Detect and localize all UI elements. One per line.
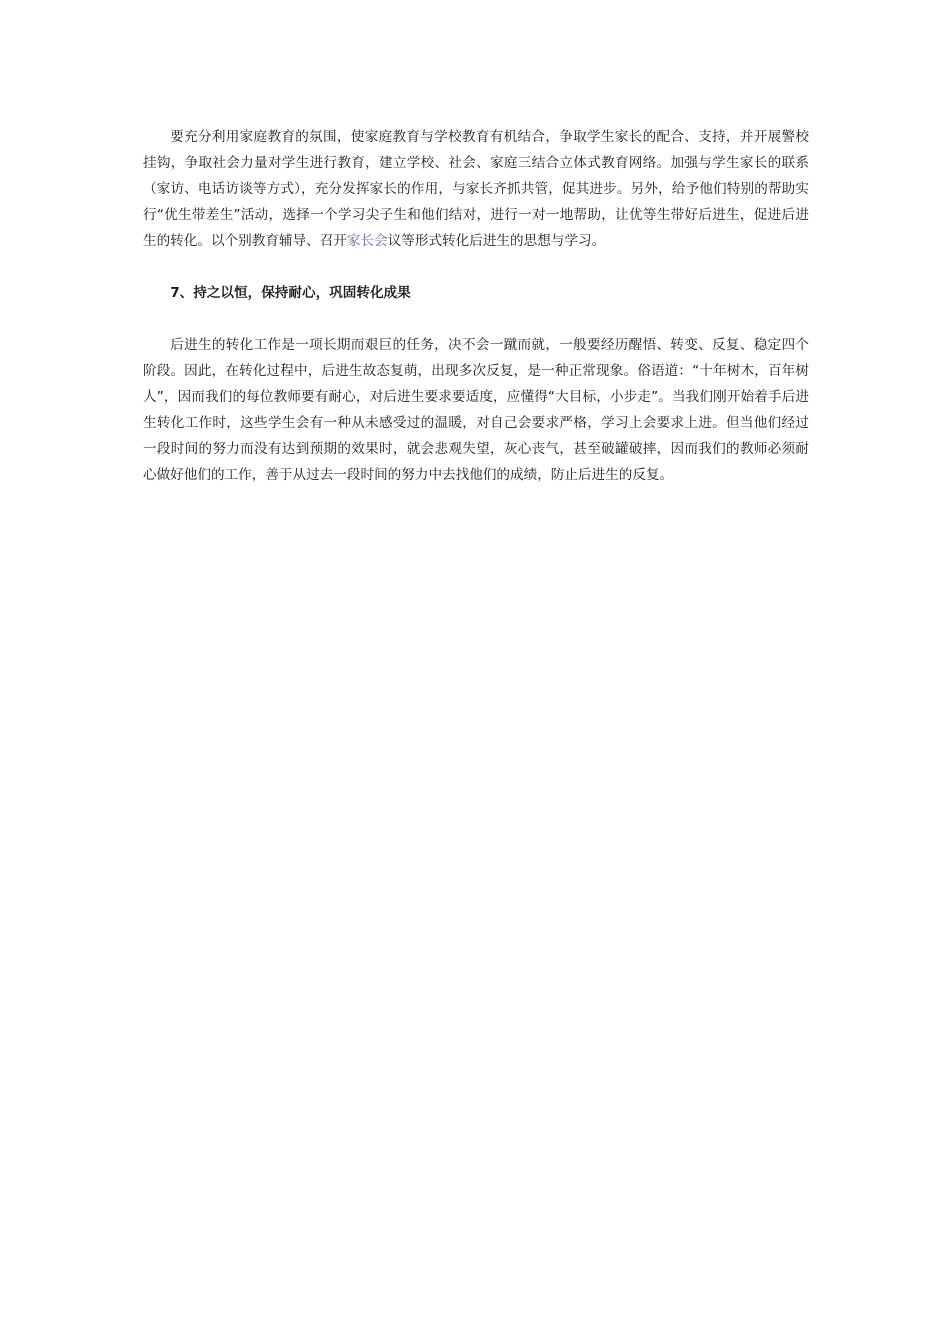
paragraph-family-education [143, 124, 809, 254]
section-heading: 7、持之以恒，保持耐心，巩固转化成果 [170, 285, 411, 301]
paragraph-text-after-link: 议等形式转化后进生的思想与学习。 [387, 233, 606, 249]
paragraph-text-before-link: 要充分利用家庭教育的氛围，使家庭教育与学校教育有机结合，争取学生家长的配合、支持，并开展警校挂钩，争取社会力量对学生进行教育，建立学校、社会、家庭三结合立体式教育网络。加强与学生家长的联系（家访、电话访谈等方式），充分发挥家长的作用，与家长齐抓共管，促其进步。另外，给予他们特别的帮助实行“优生带差生”活动，选择一个学习尖子生和他们结对，进行一对一地帮助，让优等生带好后进生，促进后进生的转化。以个别教育辅导、召开 [143, 129, 809, 249]
paragraph-persistence: 后进生的转化工作是一项长期而艰巨的任务，决不会一蹴而就，一般要经历醒悟、转变、反复、稳定四个阶段。因此，在转化过程中，后进生故态复萌，出现多次反复，是一种正常现象。俗语道：“十年树木，百年树人”，因而我们的每位教师要有耐心，对后进生要求要适度，应懂得“大目标，小步走”。当我们刚开始着手后进生转化工作时，这些学生会有一种从未感受过的温暖，对自己会要求严格，学习上会要求上进。但当他们经过一段时间的努力而没有达到预期的效果时，就会悲观失望，灰心丧气，甚至破罐破摔，因而我们的教师必须耐心做好他们的工作，善于从过去一段时间的努力中去找他们的成绩，防止后进生的反复。 [143, 337, 809, 483]
document-body [143, 124, 809, 488]
parent-meeting-link[interactable]: 家长会 [346, 233, 388, 249]
